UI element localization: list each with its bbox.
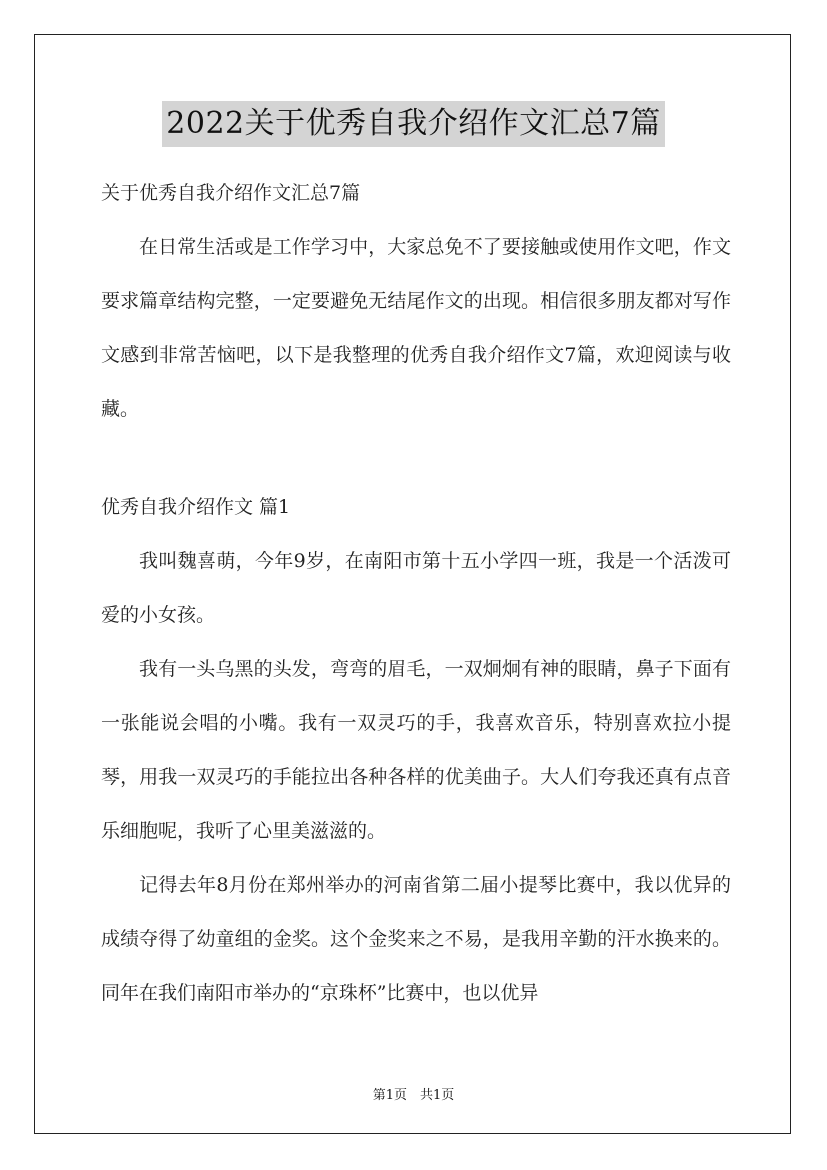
- document-subtitle: 关于优秀自我介绍作文汇总7篇: [101, 182, 361, 204]
- document-title: 2022关于优秀自我介绍作文汇总7篇: [162, 101, 664, 147]
- intro-paragraph: 在日常生活或是工作学习中，大家总免不了要接触或使用作文吧，作文要求篇章结构完整，一定要避免无结尾作文的出现。相信很多朋友都对写作文感到非常苦恼吧，以下是我整理的优秀自我介绍作文7篇，欢迎阅读与收藏。: [101, 236, 731, 420]
- section-spacer: [101, 436, 731, 480]
- title-container: [0, 101, 827, 147]
- body-paragraph: 我有一头乌黑的头发，弯弯的眉毛，一双炯炯有神的眼睛，鼻子下面有一张能说会唱的小嘴。我有一双灵巧的手，我喜欢音乐，特别喜欢拉小提琴，用我一双灵巧的手能拉出各种各样的优美曲子。大人们夸我还真有点音乐细胞呢，我听了心里美滋滋的。: [101, 658, 731, 842]
- section-heading: 优秀自我介绍作文 篇1: [101, 496, 291, 518]
- body-paragraph: 我叫魏喜萌，今年9岁，在南阳市第十五小学四一班，我是一个活泼可爱的小女孩。: [101, 550, 731, 626]
- document-body: [101, 166, 731, 1020]
- body-paragraph: 记得去年8月份在郑州举办的河南省第二届小提琴比赛中，我以优异的成绩夺得了幼童组的金奖。这个金奖来之不易，是我用辛勤的汗水换来的。同年在我们南阳市举办的“京珠杯”比赛中，也以优异: [101, 874, 731, 1004]
- page-footer: 第1页 共1页: [372, 1088, 455, 1103]
